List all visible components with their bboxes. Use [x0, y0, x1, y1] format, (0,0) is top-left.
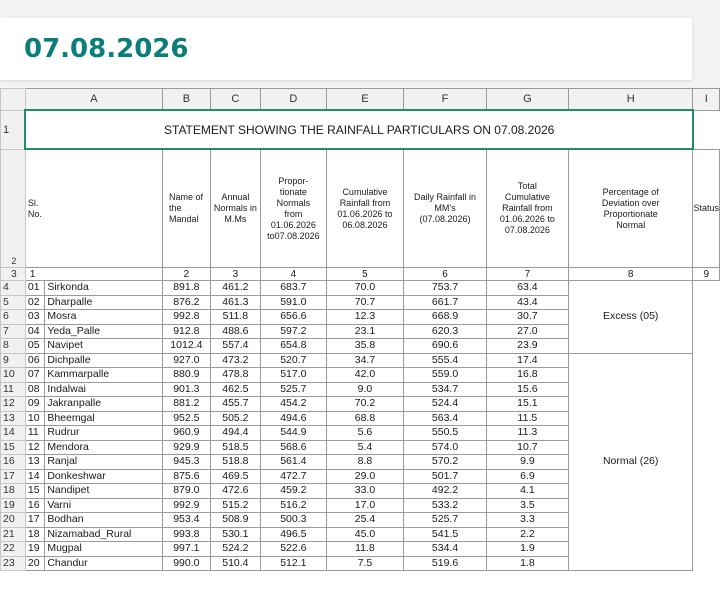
row-number[interactable]: 18 — [1, 484, 26, 499]
total-cumulative-cell[interactable]: 533.2 — [404, 498, 487, 513]
total-cumulative-cell[interactable]: 534.7 — [404, 382, 487, 397]
cumulative-rainfall-cell[interactable]: 496.5 — [261, 527, 327, 542]
sl-no-cell[interactable]: 20 — [25, 556, 44, 571]
row-number[interactable]: 2 — [1, 149, 26, 268]
mandal-name-cell[interactable]: Sirkonda — [45, 281, 163, 296]
deviation-percentage-cell[interactable]: 11.5 — [486, 411, 568, 426]
deviation-percentage-cell[interactable]: 15.1 — [486, 397, 568, 412]
row-number[interactable]: 21 — [1, 527, 26, 542]
column-header-c[interactable]: C — [210, 89, 260, 111]
daily-rainfall-cell[interactable]: 45.0 — [326, 527, 404, 542]
daily-rainfall-cell[interactable]: 42.0 — [326, 368, 404, 383]
deviation-percentage-cell[interactable]: 6.9 — [486, 469, 568, 484]
annual-normal-cell[interactable]: 993.8 — [162, 527, 210, 542]
total-cumulative-heading: Total Cumulative Rainfall from 01.06.2026 to 07.08.2026 — [486, 149, 568, 268]
row-number[interactable]: 13 — [1, 411, 26, 426]
mandal-name-cell[interactable]: Dharpalle — [45, 295, 163, 310]
proportionate-normal-cell[interactable]: 518.8 — [210, 455, 260, 470]
percentage-deviation-heading: Percentage of Deviation over Proportionate Normal — [568, 149, 693, 268]
cumulative-rainfall-cell[interactable]: 517.0 — [261, 368, 327, 383]
daily-rainfall-cell[interactable]: 11.8 — [326, 542, 404, 557]
total-cumulative-cell[interactable]: 492.2 — [404, 484, 487, 499]
column-index-cell: 6 — [404, 268, 487, 281]
proportionate-normal-cell[interactable]: 494.4 — [210, 426, 260, 441]
cumulative-rainfall-cell[interactable]: 520.7 — [261, 353, 327, 368]
total-cumulative-cell[interactable]: 690.6 — [404, 339, 487, 354]
mandal-name-cell[interactable]: Ranjal — [45, 455, 163, 470]
annual-normal-cell[interactable]: 891.8 — [162, 281, 210, 296]
header-date: 07.08.2026 — [24, 34, 189, 64]
row-number[interactable]: 6 — [1, 310, 26, 325]
cumulative-rainfall-cell[interactable]: 512.1 — [261, 556, 327, 571]
annual-normal-cell[interactable]: 990.0 — [162, 556, 210, 571]
daily-rainfall-cell[interactable]: 70.2 — [326, 397, 404, 412]
title-row — [1, 110, 720, 149]
status-cell[interactable]: Excess (05) — [568, 281, 693, 354]
annual-normal-cell[interactable]: 953.4 — [162, 513, 210, 528]
corner-cell — [1, 89, 26, 111]
total-cumulative-cell[interactable]: 620.3 — [404, 324, 487, 339]
deviation-percentage-cell[interactable]: 3.3 — [486, 513, 568, 528]
mandal-name-cell[interactable]: Jakranpalle — [45, 397, 163, 412]
total-cumulative-cell[interactable]: 501.7 — [404, 469, 487, 484]
row-number[interactable]: 14 — [1, 426, 26, 441]
cumulative-rainfall-cell[interactable]: 591.0 — [261, 295, 327, 310]
cumulative-rainfall-cell[interactable]: 568.6 — [261, 440, 327, 455]
top-banner — [0, 0, 720, 88]
sl-no-cell[interactable]: 06 — [25, 353, 44, 368]
column-header-d[interactable]: D — [261, 89, 327, 111]
spreadsheet — [0, 88, 720, 590]
annual-normal-cell[interactable]: 901.3 — [162, 382, 210, 397]
row-number[interactable]: 1 — [1, 110, 26, 149]
annual-normals-heading: Annual Normals in M.Ms — [210, 149, 260, 268]
mandal-name-cell[interactable]: Nizamabad_Rural — [45, 527, 163, 542]
proportionate-normal-cell[interactable]: 455.7 — [210, 397, 260, 412]
mandal-name-cell[interactable]: Rudrur — [45, 426, 163, 441]
sl-no-cell[interactable]: 01 — [25, 281, 44, 296]
status-heading: Status — [693, 149, 720, 268]
column-index-cell: 9 — [693, 268, 720, 281]
table-row — [1, 281, 720, 296]
rainfall-table — [0, 88, 720, 571]
daily-rainfall-cell[interactable]: 12.3 — [326, 310, 404, 325]
mandal-name-cell[interactable]: Mendora — [45, 440, 163, 455]
total-cumulative-cell[interactable]: 555.4 — [404, 353, 487, 368]
row-number[interactable]: 15 — [1, 440, 26, 455]
cumulative-rainfall-heading: Cumulative Rainfall from 01.06.2026 to 06.08.2026 — [326, 149, 404, 268]
deviation-percentage-cell[interactable]: 63.4 — [486, 281, 568, 296]
row-number[interactable]: 10 — [1, 368, 26, 383]
column-index-cell: 8 — [568, 268, 693, 281]
column-index-cell: 5 — [326, 268, 404, 281]
sl-no-cell[interactable]: 18 — [25, 527, 44, 542]
deviation-percentage-cell[interactable]: 15.6 — [486, 382, 568, 397]
deviation-percentage-cell[interactable]: 30.7 — [486, 310, 568, 325]
sl-no-cell[interactable]: 15 — [25, 484, 44, 499]
deviation-percentage-cell[interactable]: 1.9 — [486, 542, 568, 557]
mandal-name-cell[interactable]: Varni — [45, 498, 163, 513]
sl-no-cell[interactable]: 17 — [25, 513, 44, 528]
total-cumulative-cell[interactable]: 534.4 — [404, 542, 487, 557]
status-cell[interactable]: Normal (26) — [568, 353, 693, 571]
row-number[interactable]: 17 — [1, 469, 26, 484]
deviation-percentage-cell[interactable]: 4.1 — [486, 484, 568, 499]
sl-no-cell[interactable]: 19 — [25, 542, 44, 557]
mandal-name-cell[interactable]: Dichpalle — [45, 353, 163, 368]
sl-no-cell[interactable]: 03 — [25, 310, 44, 325]
proportionate-normals-heading: Propor- tionate Normals from 01.06.2026 to07.08.2026 — [261, 149, 327, 268]
column-letter-row — [1, 89, 720, 111]
proportionate-normal-cell[interactable]: 461.3 — [210, 295, 260, 310]
sl-no-cell[interactable]: 04 — [25, 324, 44, 339]
annual-normal-cell[interactable]: 875.6 — [162, 469, 210, 484]
total-cumulative-cell[interactable]: 541.5 — [404, 527, 487, 542]
proportionate-normal-cell[interactable]: 515.2 — [210, 498, 260, 513]
row-number[interactable]: 19 — [1, 498, 26, 513]
row-number[interactable]: 23 — [1, 556, 26, 571]
proportionate-normal-cell[interactable]: 508.9 — [210, 513, 260, 528]
daily-rainfall-cell[interactable]: 34.7 — [326, 353, 404, 368]
deviation-percentage-cell[interactable]: 2.2 — [486, 527, 568, 542]
daily-rainfall-cell[interactable]: 5.6 — [326, 426, 404, 441]
daily-rainfall-cell[interactable]: 35.8 — [326, 339, 404, 354]
proportionate-normal-cell[interactable]: 557.4 — [210, 339, 260, 354]
deviation-percentage-cell[interactable]: 11.3 — [486, 426, 568, 441]
sl-no-cell[interactable]: 07 — [25, 368, 44, 383]
mandal-name-cell[interactable]: Yeda_Palle — [45, 324, 163, 339]
cumulative-rainfall-cell[interactable]: 525.7 — [261, 382, 327, 397]
proportionate-normal-cell[interactable]: 511.8 — [210, 310, 260, 325]
mandal-name-cell[interactable]: Chandur — [45, 556, 163, 571]
proportionate-normal-cell[interactable]: 505.2 — [210, 411, 260, 426]
annual-normal-cell[interactable]: 912.8 — [162, 324, 210, 339]
date-card — [0, 18, 692, 80]
deviation-percentage-cell[interactable]: 3.5 — [486, 498, 568, 513]
cumulative-rainfall-cell[interactable]: 472.7 — [261, 469, 327, 484]
proportionate-normal-cell[interactable]: 510.4 — [210, 556, 260, 571]
cumulative-rainfall-cell[interactable]: 500.3 — [261, 513, 327, 528]
proportionate-normal-cell[interactable]: 472.6 — [210, 484, 260, 499]
mandal-name-cell[interactable]: Bodhan — [45, 513, 163, 528]
daily-rainfall-cell[interactable]: 23.1 — [326, 324, 404, 339]
row-number[interactable]: 11 — [1, 382, 26, 397]
daily-rainfall-cell[interactable]: 5.4 — [326, 440, 404, 455]
cumulative-rainfall-cell[interactable]: 494.6 — [261, 411, 327, 426]
column-index-cell: 4 — [261, 268, 327, 281]
daily-rainfall-cell[interactable]: 8.8 — [326, 455, 404, 470]
column-header-f[interactable]: F — [404, 89, 487, 111]
daily-rainfall-cell[interactable]: 7.5 — [326, 556, 404, 571]
column-header-g[interactable]: G — [486, 89, 568, 111]
mandal-name-cell[interactable]: Indalwai — [45, 382, 163, 397]
column-header-b[interactable]: B — [162, 89, 210, 111]
mandal-name-cell[interactable]: Donkeshwar — [45, 469, 163, 484]
row-number[interactable]: 5 — [1, 295, 26, 310]
mandal-name-cell[interactable]: Nandipet — [45, 484, 163, 499]
cumulative-rainfall-cell[interactable]: 656.6 — [261, 310, 327, 325]
sl-no-cell[interactable]: 02 — [25, 295, 44, 310]
annual-normal-cell[interactable]: 879.0 — [162, 484, 210, 499]
sl-no-cell[interactable]: 10 — [25, 411, 44, 426]
deviation-percentage-cell[interactable]: 27.0 — [486, 324, 568, 339]
cumulative-rainfall-cell[interactable]: 459.2 — [261, 484, 327, 499]
daily-rainfall-cell[interactable]: 70.0 — [326, 281, 404, 296]
column-index-cell: 1 — [25, 268, 162, 281]
annual-normal-cell[interactable]: 997.1 — [162, 542, 210, 557]
proportionate-normal-cell[interactable]: 469.5 — [210, 469, 260, 484]
column-index-cell: 7 — [486, 268, 568, 281]
row-number[interactable]: 12 — [1, 397, 26, 412]
sl-no-cell[interactable]: 11 — [25, 426, 44, 441]
proportionate-normal-cell[interactable]: 530.1 — [210, 527, 260, 542]
total-cumulative-cell[interactable]: 753.7 — [404, 281, 487, 296]
row-number[interactable]: 16 — [1, 455, 26, 470]
column-header-h[interactable]: H — [568, 89, 693, 111]
total-cumulative-cell[interactable]: 524.4 — [404, 397, 487, 412]
total-cumulative-cell[interactable]: 563.4 — [404, 411, 487, 426]
row-number[interactable]: 22 — [1, 542, 26, 557]
column-index-cell: 2 — [162, 268, 210, 281]
sl-no-cell[interactable]: 12 — [25, 440, 44, 455]
total-cumulative-cell[interactable]: 550.5 — [404, 426, 487, 441]
deviation-percentage-cell[interactable]: 43.4 — [486, 295, 568, 310]
row-number[interactable]: 8 — [1, 339, 26, 354]
deviation-percentage-cell[interactable]: 23.9 — [486, 339, 568, 354]
deviation-percentage-cell[interactable]: 17.4 — [486, 353, 568, 368]
column-index-cell: 3 — [210, 268, 260, 281]
statement-title: STATEMENT SHOWING THE RAINFALL PARTICULARS ON 07.08.2026 — [25, 110, 693, 149]
total-cumulative-cell[interactable]: 525.7 — [404, 513, 487, 528]
sl-no-cell[interactable]: 14 — [25, 469, 44, 484]
column-header-a[interactable]: A — [25, 89, 162, 111]
annual-normal-cell[interactable]: 881.2 — [162, 397, 210, 412]
cumulative-rainfall-cell[interactable]: 597.2 — [261, 324, 327, 339]
total-cumulative-cell[interactable]: 559.0 — [404, 368, 487, 383]
daily-rainfall-cell[interactable]: 9.0 — [326, 382, 404, 397]
mandal-name-cell[interactable]: Mosra — [45, 310, 163, 325]
annual-normal-cell[interactable]: 880.9 — [162, 368, 210, 383]
proportionate-normal-cell[interactable]: 461.2 — [210, 281, 260, 296]
daily-rainfall-cell[interactable]: 17.0 — [326, 498, 404, 513]
sl-no-cell[interactable]: 05 — [25, 339, 44, 354]
column-heading-row — [1, 149, 720, 268]
sl-no-cell[interactable]: 08 — [25, 382, 44, 397]
daily-rainfall-cell[interactable]: 29.0 — [326, 469, 404, 484]
daily-rainfall-cell[interactable]: 33.0 — [326, 484, 404, 499]
deviation-percentage-cell[interactable]: 16.8 — [486, 368, 568, 383]
cumulative-rainfall-cell[interactable]: 683.7 — [261, 281, 327, 296]
cumulative-rainfall-cell[interactable]: 522.6 — [261, 542, 327, 557]
sl-no-cell[interactable]: 13 — [25, 455, 44, 470]
proportionate-normal-cell[interactable]: 524.2 — [210, 542, 260, 557]
annual-normal-cell[interactable]: 992.9 — [162, 498, 210, 513]
annual-normal-cell[interactable]: 992.8 — [162, 310, 210, 325]
column-index-row — [1, 268, 720, 281]
mandal-name-heading: Name of the Mandal — [162, 149, 210, 268]
row-number[interactable]: 20 — [1, 513, 26, 528]
proportionate-normal-cell[interactable]: 488.6 — [210, 324, 260, 339]
column-header-e[interactable]: E — [326, 89, 404, 111]
annual-normal-cell[interactable]: 927.0 — [162, 353, 210, 368]
row-number[interactable]: 7 — [1, 324, 26, 339]
column-header-i[interactable]: I — [693, 89, 720, 111]
cumulative-rainfall-cell[interactable]: 454.2 — [261, 397, 327, 412]
cumulative-rainfall-cell[interactable]: 654.8 — [261, 339, 327, 354]
daily-rainfall-heading: Daily Rainfall in MM's (07.08.2026) — [404, 149, 487, 268]
row-number[interactable]: 3 — [1, 268, 26, 281]
deviation-percentage-cell[interactable]: 10.7 — [486, 440, 568, 455]
total-cumulative-cell[interactable]: 668.9 — [404, 310, 487, 325]
sl-no-cell[interactable]: 16 — [25, 498, 44, 513]
annual-normal-cell[interactable]: 945.3 — [162, 455, 210, 470]
proportionate-normal-cell[interactable]: 478.8 — [210, 368, 260, 383]
annual-normal-cell[interactable]: 929.9 — [162, 440, 210, 455]
cumulative-rainfall-cell[interactable]: 516.2 — [261, 498, 327, 513]
cumulative-rainfall-cell[interactable]: 544.9 — [261, 426, 327, 441]
proportionate-normal-cell[interactable]: 462.5 — [210, 382, 260, 397]
annual-normal-cell[interactable]: 952.5 — [162, 411, 210, 426]
total-cumulative-cell[interactable]: 574.0 — [404, 440, 487, 455]
row-number[interactable]: 4 — [1, 281, 26, 296]
annual-normal-cell[interactable]: 876.2 — [162, 295, 210, 310]
mandal-name-cell[interactable]: Navipet — [45, 339, 163, 354]
cumulative-rainfall-cell[interactable]: 561.4 — [261, 455, 327, 470]
deviation-percentage-cell[interactable]: 1.8 — [486, 556, 568, 571]
total-cumulative-cell[interactable]: 519.6 — [404, 556, 487, 571]
sl-no-heading: Sl. No. — [25, 149, 162, 268]
total-cumulative-cell[interactable]: 570.2 — [404, 455, 487, 470]
deviation-percentage-cell[interactable]: 9.9 — [486, 455, 568, 470]
mandal-name-cell[interactable]: Bheemgal — [45, 411, 163, 426]
proportionate-normal-cell[interactable]: 473.2 — [210, 353, 260, 368]
mandal-name-cell[interactable]: Mugpal — [45, 542, 163, 557]
table-row — [1, 353, 720, 368]
annual-normal-cell[interactable]: 1012.4 — [162, 339, 210, 354]
daily-rainfall-cell[interactable]: 70.7 — [326, 295, 404, 310]
daily-rainfall-cell[interactable]: 25.4 — [326, 513, 404, 528]
daily-rainfall-cell[interactable]: 68.8 — [326, 411, 404, 426]
annual-normal-cell[interactable]: 960.9 — [162, 426, 210, 441]
sl-no-cell[interactable]: 09 — [25, 397, 44, 412]
mandal-name-cell[interactable]: Kammarpalle — [45, 368, 163, 383]
total-cumulative-cell[interactable]: 661.7 — [404, 295, 487, 310]
proportionate-normal-cell[interactable]: 518.5 — [210, 440, 260, 455]
row-number[interactable]: 9 — [1, 353, 26, 368]
